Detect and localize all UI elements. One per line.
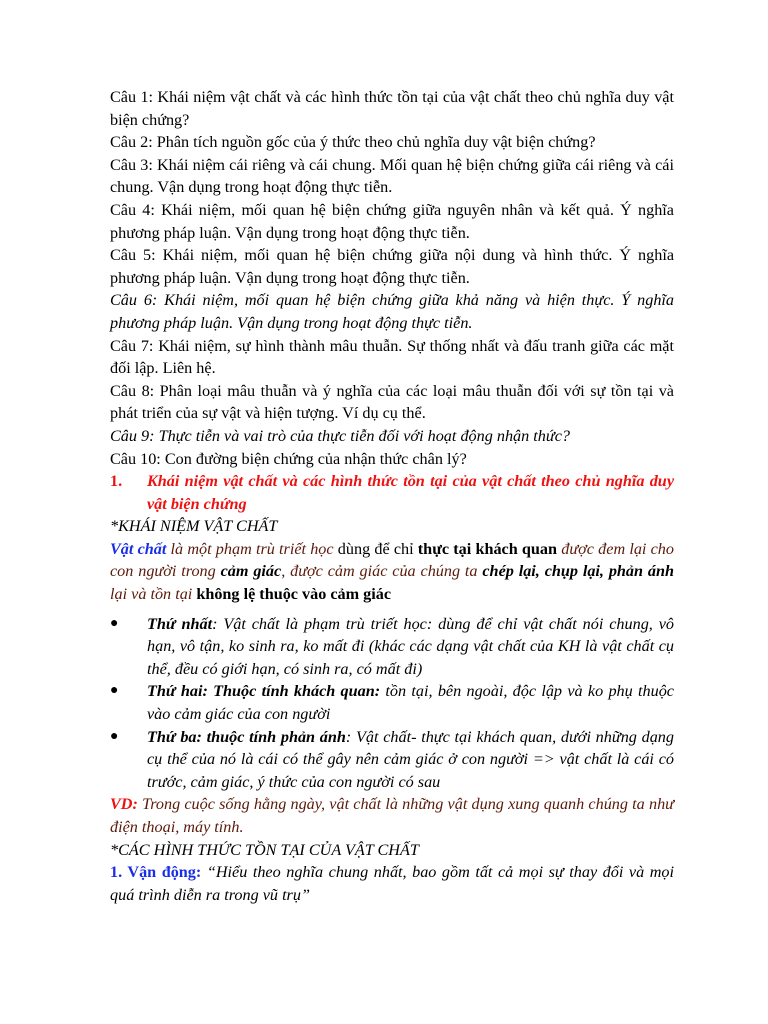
bullet-content: tồn tại, bên ngoài, độc lập và ko phụ thuộc vào cảm giác của con người <box>147 682 674 724</box>
question-list <box>110 86 674 470</box>
bullet-text <box>147 613 674 681</box>
question-2: Câu 2: Phân tích nguồn gốc của ý thức theo chủ nghĩa duy vật biện chứng? <box>110 133 596 152</box>
example-paragraph <box>110 793 674 838</box>
bullet-item <box>110 613 674 681</box>
bullet-content: : Vật chất- thực tại khách quan, dưới những dạng cụ thể của nó là cái có thể gây nên cảm giác ở con người => vật chất là cái có trước, cảm giác, ý thức của con người có sau <box>147 727 674 791</box>
bullet-label: Thứ ba: thuộc tính phản ánh <box>147 727 346 746</box>
bullet-icon: ● <box>110 683 119 699</box>
question-3: Câu 3: Khái niệm cái riêng và cái chung. Mối quan hệ biện chứng giữa cái riêng và cái chung. Vận dụng trong hoạt động thực tiễn. <box>110 155 674 197</box>
question-9: Câu 9: Thực tiễn và vai trò của thực tiễn đối với hoạt động nhận thức? <box>110 426 570 445</box>
definition-term: Vật chất <box>110 539 167 558</box>
definition-keyword: cảm giác <box>220 562 282 581</box>
question-1: Câu 1: Khái niệm vật chất và các hình thức tồn tại của vật chất theo chủ nghĩa duy vật biện chứng? <box>110 88 674 129</box>
bullet-label: Thứ nhất <box>147 614 213 633</box>
definition-text: lại và tồn tại <box>110 585 197 604</box>
bullet-item <box>110 680 674 725</box>
document-body <box>110 86 674 906</box>
bullet-icon: ● <box>110 728 119 744</box>
concept-heading: *KHÁI NIỆM VẬT CHẤT <box>110 517 278 536</box>
question-8: Câu 8: Phân loại mâu thuẫn và ý nghĩa của các loại mâu thuẫn đối với sự tồn tại và phát triển của sự vật và hiện tượng. Ví dụ cụ thể. <box>110 381 674 423</box>
bullet-item <box>110 726 674 794</box>
bullet-label: Thứ hai: Thuộc tính khách quan: <box>147 682 381 701</box>
movement-label: 1. Vận động: <box>110 863 202 882</box>
definition-text: , được cảm giác của chúng ta <box>281 562 483 581</box>
question-10: Câu 10: Con đường biện chứng của nhận thức chân lý? <box>110 449 467 468</box>
definition-text: là một phạm trù triết học <box>166 539 338 558</box>
question-5: Câu 5: Khái niệm, mối quan hệ biện chứng giữa nội dung và hình thức. Ý nghĩa phương pháp luận. Vận dụng trong hoạt động thực tiễn. <box>110 246 674 287</box>
section-1-heading <box>110 470 674 515</box>
question-7: Câu 7: Khái niệm, sự hình thành mâu thuẫn. Sự thống nhất và đấu tranh giữa các mặt đối lập. Liên hệ. <box>110 336 674 378</box>
definition-keyword: thực tại khách quan <box>417 539 558 558</box>
example-text: Trong cuộc sống hằng ngày, vật chất là những vật dụng xung quanh chúng ta như điện thoại, máy tính. <box>110 795 674 836</box>
bullet-text <box>147 680 674 725</box>
bullet-content: : Vật chất là phạm trù triết học: dùng để chỉ vật chất nói chung, vô hạn, vô tận, ko sinh ra, ko mất đi (khác các dạng vật chất của KH là vật chất cụ thể, đều có giới hạn, có sinh ra, có mất đi) <box>147 614 674 678</box>
bullet-text <box>147 726 674 794</box>
forms-heading: *CÁC HÌNH THỨC TỒN TẠI CỦA VẬT CHẤT <box>110 840 419 859</box>
movement-text: “Hiểu theo nghĩa chung nhất, bao gồm tất cả mọi sự thay đổi và mọi quá trình diễn ra trong vũ trụ” <box>110 863 674 904</box>
definition-keyword: chép lại, chụp lại, phản ánh <box>482 562 674 581</box>
question-4: Câu 4: Khái niệm, mối quan hệ biện chứng giữa nguyên nhân và kết quả. Ý nghĩa phương pháp luận. Vận dụng trong hoạt động thực tiễn. <box>110 200 674 242</box>
bullet-icon: ● <box>110 615 119 631</box>
question-6: Câu 6: Khái niệm, mối quan hệ biện chứng giữa khả năng và hiện thực. Ý nghĩa phương pháp luận. Vận dụng trong hoạt động thực tiễn. <box>110 291 674 332</box>
definition-text: được đem lại cho con người trong <box>110 539 674 581</box>
matter-definition <box>110 538 674 606</box>
section-number: 1. <box>110 472 123 491</box>
section-title: Khái niệm vật chất và các hình thức tồn tại của vật chất theo chủ nghĩa duy vật biện chứng <box>147 472 674 513</box>
example-label: VD: <box>110 795 138 814</box>
movement-paragraph <box>110 861 674 906</box>
definition-keyword: không lệ thuộc vào cảm giác <box>196 585 392 604</box>
definition-text: dùng để chỉ <box>337 539 418 558</box>
